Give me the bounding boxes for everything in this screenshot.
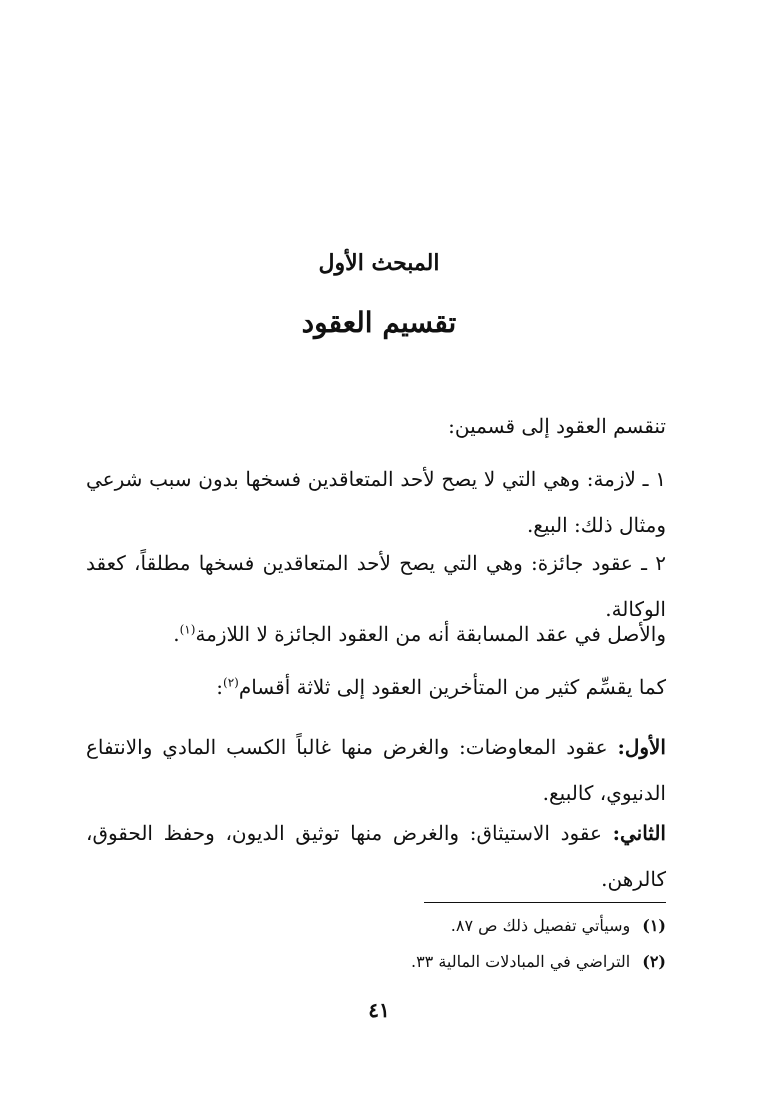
first-text: عقود المعاوضات: والغرض منها غالباً الكسب المادي والانتفاع الدنيوي، كالبيع. (86, 735, 666, 805)
page-number: ٤١ (368, 998, 390, 1022)
item-2-text: وهي التي يصح لأحد المتعاقدين فسخها مطلقاً، كعقد الوكالة. (86, 551, 666, 621)
footnote-1-number: (١) (642, 916, 666, 935)
footnote-1 (86, 916, 666, 935)
kama-paragraph (86, 675, 666, 699)
item-2-label: ٢ ـ عقود جائزة: (531, 551, 666, 575)
footnote-2-text: التراضي في المبادلات المالية ٣٣. (410, 952, 631, 971)
item-1-label: ١ ـ لازمة: (586, 467, 667, 491)
asl-text: والأصل في عقد المسابقة أنه من العقود الجائزة لا اللازمة (195, 622, 666, 646)
footnote-1-text: وسيأتي تفصيل ذلك ص ٨٧. (450, 916, 631, 935)
second-label: الثاني: (612, 821, 666, 845)
asl-paragraph (86, 622, 666, 646)
second-paragraph (86, 810, 666, 902)
kama-end: : (216, 675, 223, 699)
asl-end: . (173, 622, 180, 646)
footnote-2 (86, 952, 666, 971)
item-2-paragraph (86, 540, 666, 632)
second-text: عقود الاستيثاق: والغرض منها توثيق الديون، وحفظ الحقوق، كالرهن. (86, 821, 666, 891)
intro-text: تنقسم العقود إلى قسمين: (448, 414, 666, 438)
section-subtitle: المبحث الأول (318, 250, 440, 276)
item-1-paragraph (86, 456, 666, 548)
first-label: الأول: (617, 735, 666, 759)
kama-text: كما يقسِّم كثير من المتأخرين العقود إلى ثلاثة أقسام (238, 675, 666, 699)
intro-paragraph (86, 414, 666, 438)
footnote-ref-2[interactable]: (٢) (223, 675, 239, 690)
footnote-ref-1[interactable]: (١) (179, 622, 196, 637)
section-title: تقسيم العقود (301, 306, 457, 339)
footnote-2-number: (٢) (642, 952, 666, 971)
first-paragraph (86, 724, 666, 816)
item-1-text: وهي التي لا يصح لأحد المتعاقدين فسخها بدون سبب شرعي ومثال ذلك: البيع. (86, 467, 666, 537)
footnote-divider (424, 902, 666, 903)
